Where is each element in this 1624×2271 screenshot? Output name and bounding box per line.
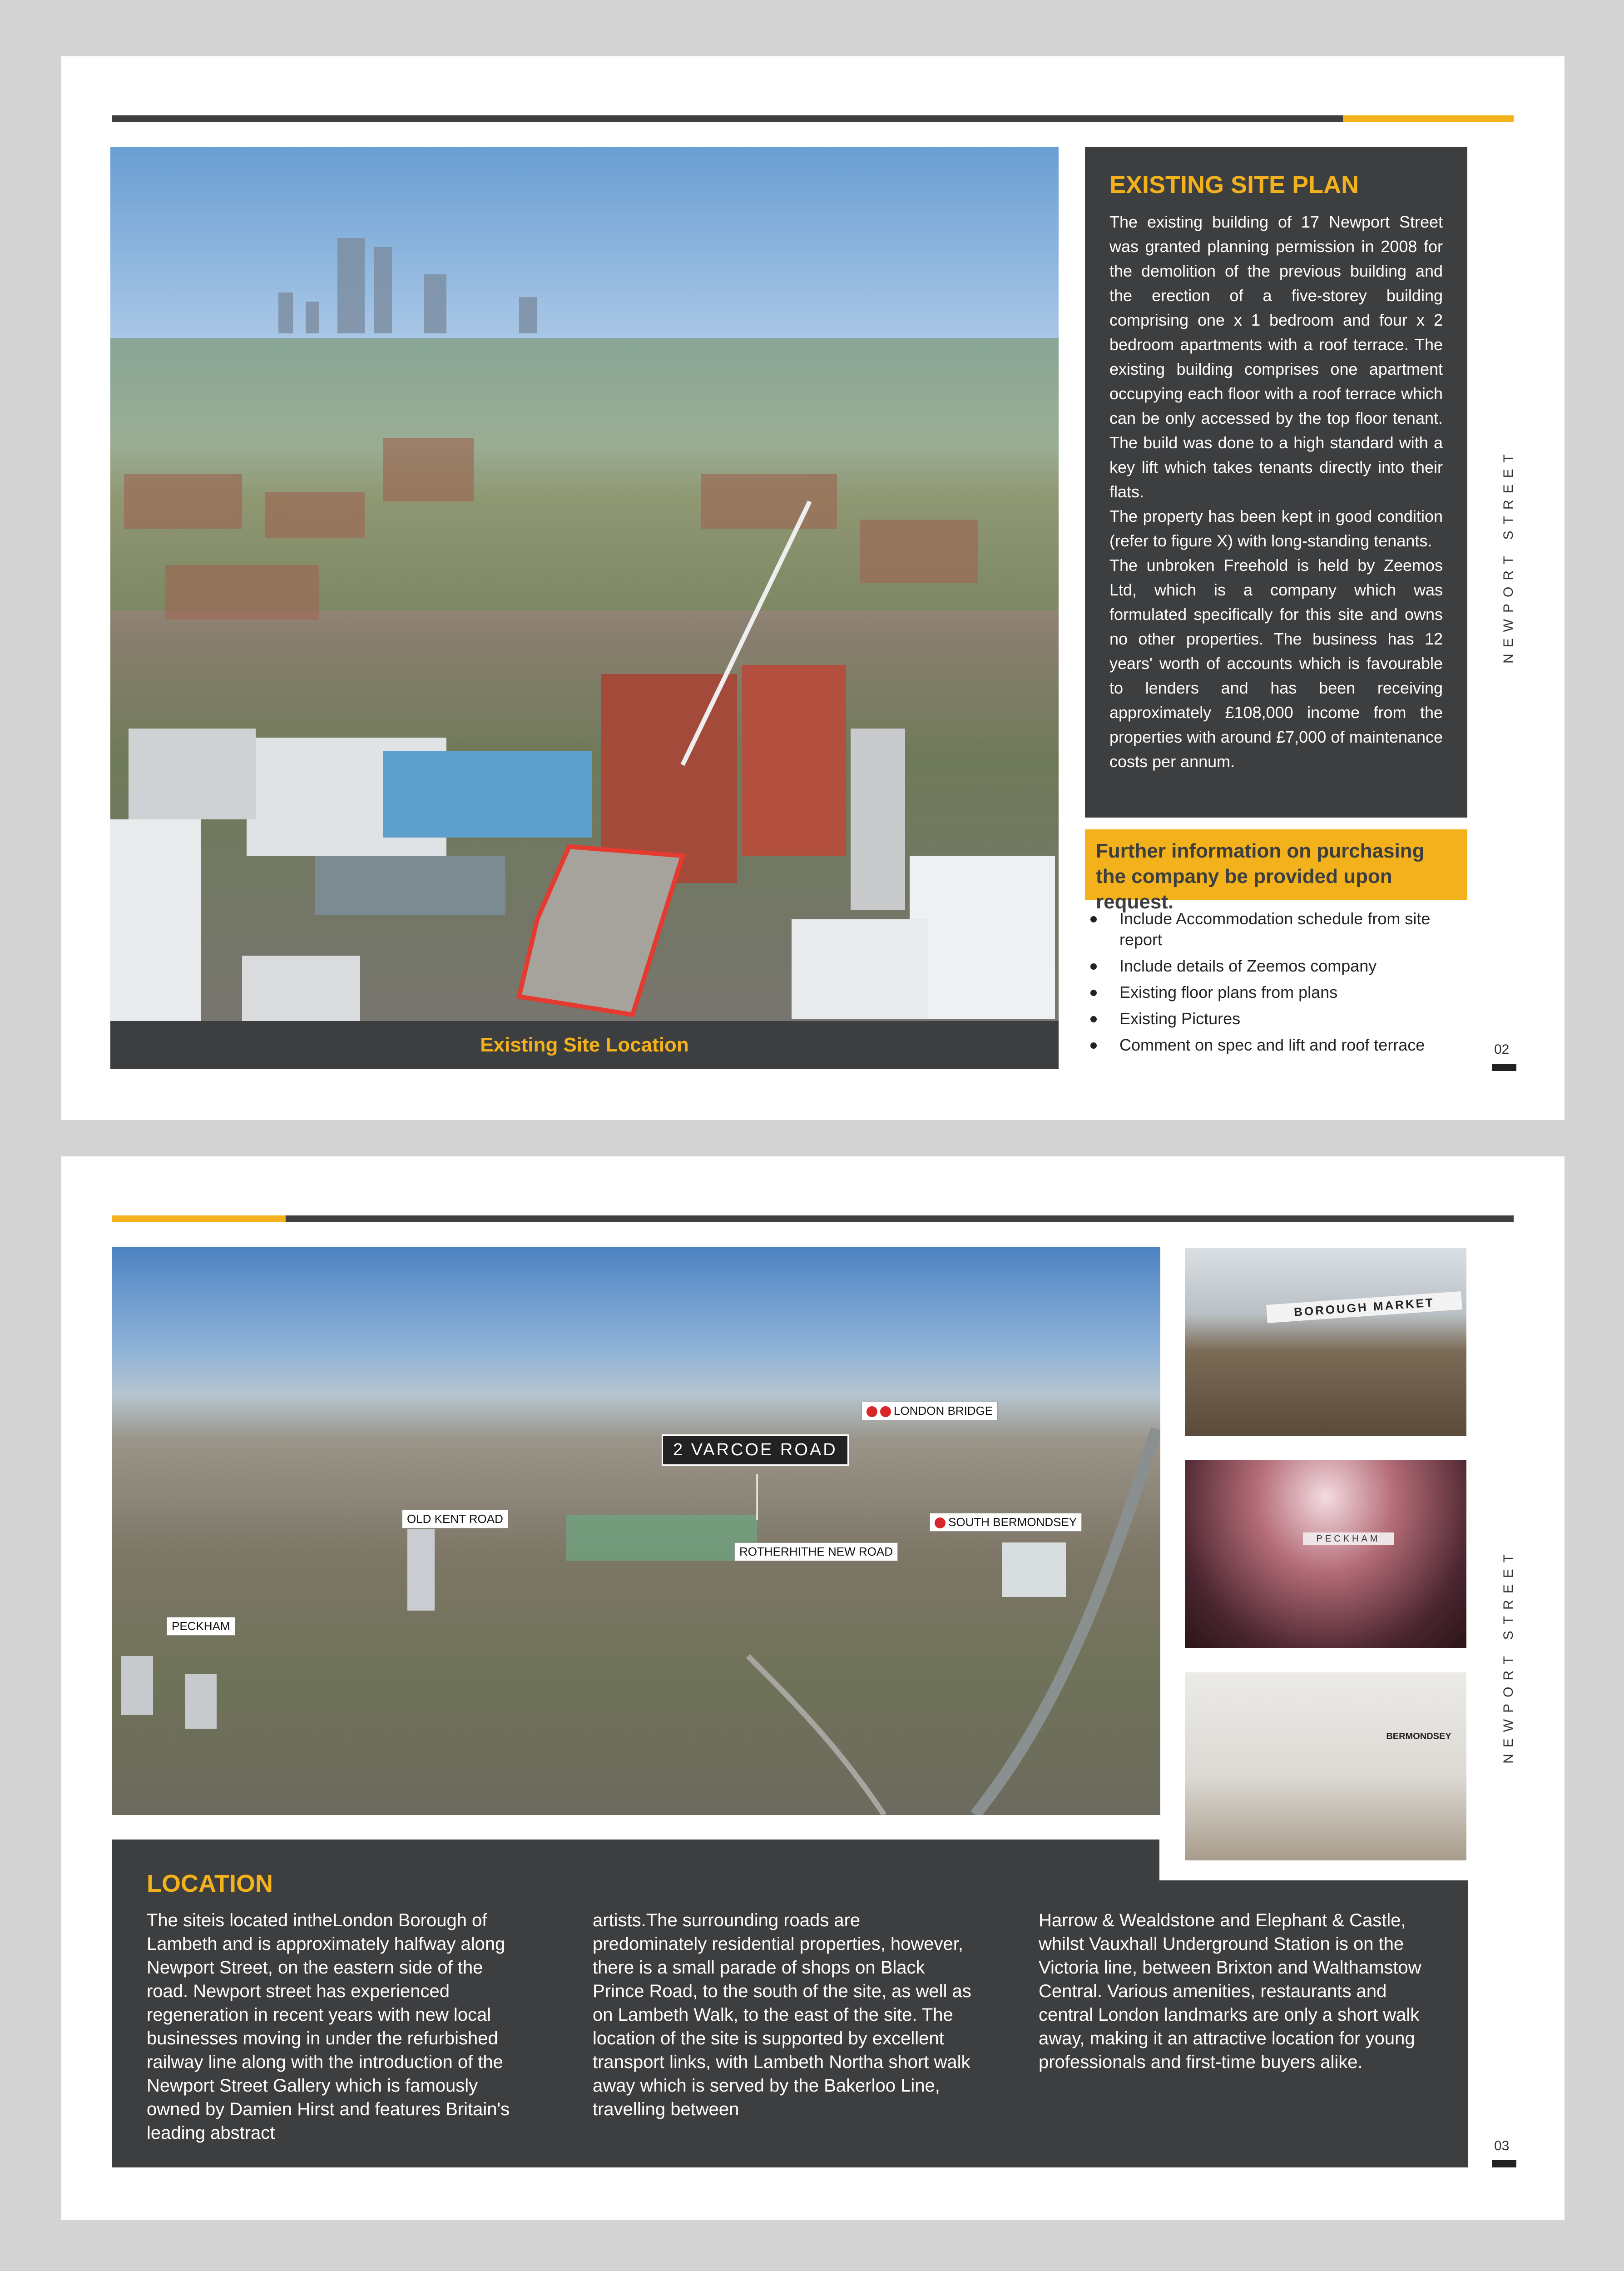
- site-plan-paragraph-2: The property has been kept in good condition (refer to figure X) with long-standing tenants.: [1109, 507, 1443, 550]
- bullet-item: Existing Pictures: [1087, 1008, 1477, 1029]
- map-label-london-bridge-text: LONDON BRIDGE: [894, 1404, 993, 1418]
- site-plan-panel: [1085, 147, 1467, 818]
- aerial-site-photo: [110, 147, 1059, 1021]
- location-column-2: artists.The surrounding roads are predominately residential properties, however, there is a small parade of shops on Black Prince Road, to the south of the site, as well as on Lambeth Walk, to the east of the site. The location of the site is supported by excellent transport links, with Lambeth Northa short walk away which is served by the Bakerloo Line, travelling between: [593, 1910, 971, 2119]
- map-label-old-kent-text: OLD KENT ROAD: [407, 1512, 503, 1526]
- side-label: NEWPORT STREET: [1501, 448, 1516, 664]
- map-label-peckham-text: PECKHAM: [172, 1619, 230, 1633]
- bermondsey-lobby-photo: [1185, 1672, 1466, 1860]
- brochure-page-03: [61, 1156, 1565, 2220]
- bullet-item: Include details of Zeemos company: [1087, 956, 1477, 977]
- location-column-3: Harrow & Wealdstone and Elephant & Castle, whilst Vauxhall Underground Station is on the Victoria line, between Brixton and Walthamstow Central. Various amenities, restaurants and central London landmarks are only a short walk away, making it an attractive location for young professionals and first-time buyers alike.: [1039, 1910, 1421, 2072]
- page-number-marker: [1492, 2160, 1516, 2167]
- bermondsey-sign: [1385, 1731, 1453, 1744]
- page-number: 02: [1494, 1042, 1510, 1057]
- map-label-varcoe-text: 2 VARCOE ROAD: [673, 1440, 837, 1459]
- header-rule-dark: [286, 1215, 1514, 1222]
- photo-caption: Existing Site Location: [480, 1034, 689, 1056]
- page-number-marker: [1492, 1064, 1516, 1071]
- todo-bullet-list: [1087, 908, 1477, 1061]
- further-info-box: [1085, 829, 1467, 913]
- bermondsey-sign-text: BERMONDSEY: [1386, 1731, 1451, 1741]
- brochure-page-02: [61, 56, 1565, 1120]
- side-label: NEWPORT STREET: [1501, 1548, 1516, 1764]
- map-label-london-bridge: [862, 1402, 998, 1420]
- site-plan-title: EXISTING SITE PLAN: [1109, 171, 1359, 198]
- photo-caption-bar: [110, 1021, 1059, 1069]
- map-label-south-bermondsey: [930, 1513, 1082, 1532]
- rail-icon: [935, 1517, 946, 1528]
- map-label-rotherhithe: [734, 1542, 898, 1561]
- map-label-peckham: [167, 1617, 235, 1636]
- borough-market-photo: [1185, 1248, 1466, 1436]
- bullet-item: Include Accommodation schedule from site report: [1087, 908, 1477, 950]
- further-info-text: Further information on purchasing the company be provided upon request.: [1096, 840, 1425, 913]
- header-rule-gold: [112, 1215, 286, 1222]
- map-label-varcoe: [662, 1434, 849, 1466]
- site-plan-paragraph-1: The existing building of 17 Newport Street was granted planning permission in 2008 for the demolition of the previous building and the erection of a five-storey building comprising one x 1 bedroom and four x 2 bedroom apartments with a roof terrace. The existing building comprises one apartment occupying each floor with a roof terrace which can be only accessed by the top floor tenant. The build was done to a high standard with a key lift which takes tenants directly into their flats.: [1109, 213, 1443, 501]
- peckham-sign-text: PECKHAM: [1316, 1534, 1381, 1544]
- peckham-venue-photo: [1185, 1460, 1466, 1648]
- borough-market-sign: [1266, 1291, 1462, 1323]
- map-label-rotherhithe-text: ROTHERHITHE NEW ROAD: [739, 1545, 893, 1558]
- borough-market-sign-text: BOROUGH MARKET: [1293, 1295, 1435, 1319]
- tube-icon: [866, 1406, 877, 1417]
- location-column-1: The siteis located intheLondon Borough of Lambeth and is approximately halfway along Newport Street, on the eastern side of the road. Newport street has experienced regeneration in recent years with new local businesses moving in under the refurbished railway line along with the introduction of the Newport Street Gallery which is famously owned by Damien Hirst and features Britain's leading abstract: [147, 1910, 510, 2143]
- header-rule-dark: [112, 115, 1343, 122]
- map-label-old-kent: [402, 1510, 508, 1528]
- map-label-south-bermondsey-text: SOUTH BERMONDSEY: [948, 1515, 1077, 1529]
- site-plan-paragraph-3: The unbroken Freehold is held by Zeemos Ltd, which is a company which was formulated specifically for this site and owns no other properties. The business has 12 years' worth of accounts which is favourable to lenders and has been receiving approximately £108,000 income from the properties with around £7,000 of maintenance costs per annum.: [1109, 556, 1443, 771]
- rail-icon: [880, 1406, 891, 1417]
- aerial-site-illustration: [110, 147, 1059, 1021]
- page-number: 03: [1494, 2138, 1510, 2153]
- bullet-item: Comment on spec and lift and roof terrace: [1087, 1035, 1477, 1056]
- header-rule-gold: [1343, 115, 1514, 122]
- peckham-sign: [1303, 1532, 1394, 1545]
- aerial-location-photo: [112, 1247, 1160, 1815]
- location-title: LOCATION: [147, 1870, 273, 1897]
- bullet-item: Existing floor plans from plans: [1087, 982, 1477, 1003]
